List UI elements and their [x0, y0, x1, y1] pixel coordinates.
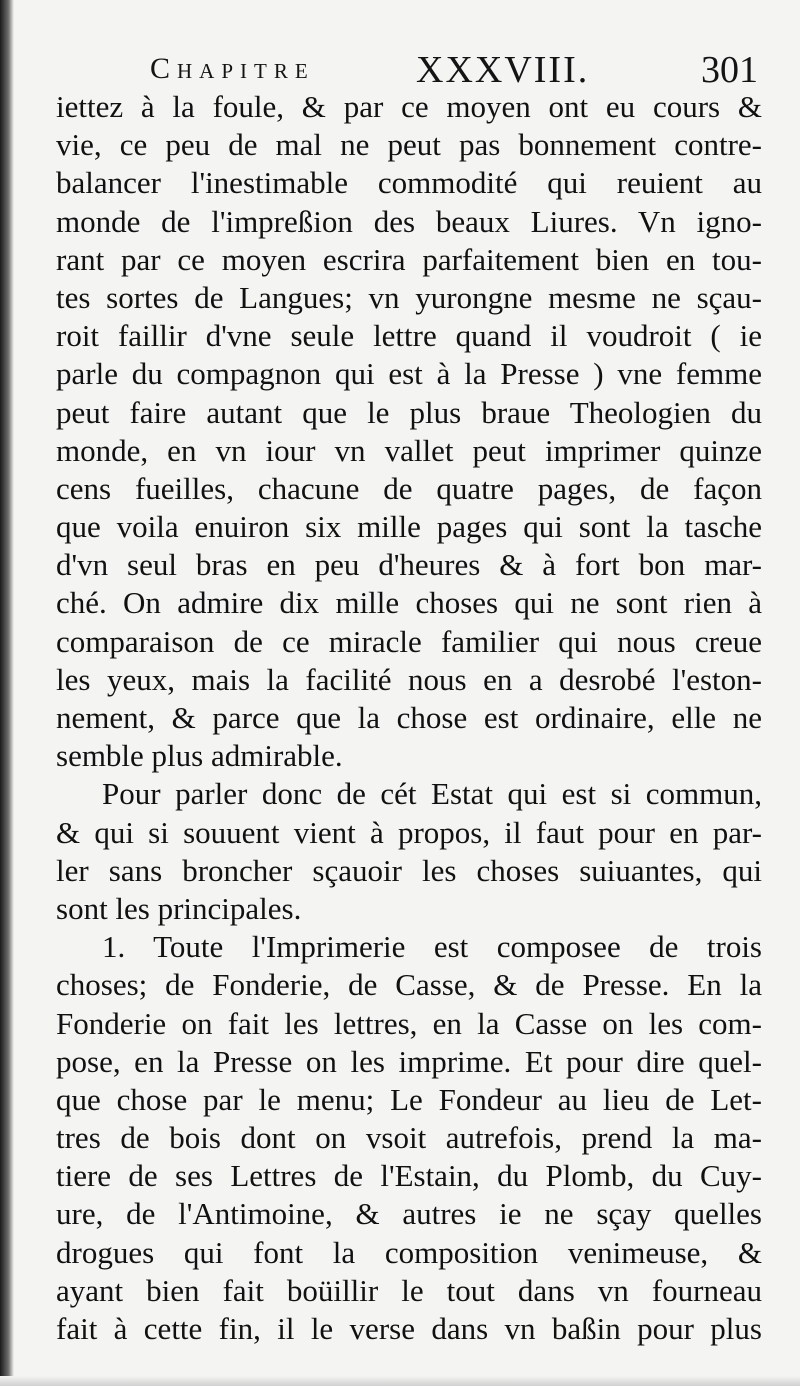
text-line: ayant bien fait boüillir le tout dans vn fourneau [56, 1272, 762, 1308]
text-line: tes sortes de Langues; vn yurongne mesme ne sçau- [56, 279, 762, 315]
paragraph-start-line: Pour parler donc de cét Estat qui est si commun, [102, 776, 762, 812]
text-line: les yeux, mais la facilité nous en a desrobé l'eston- [56, 661, 762, 697]
text-line: ché. On admire dix mille choses qui ne sont rien à [56, 585, 762, 621]
text-line: tres de bois dont on vsoit autrefois, prend la ma- [56, 1120, 762, 1156]
text-line: rant par ce moyen escrira parfaitement bien en tou- [56, 241, 762, 277]
paragraph-start-line: 1. Toute l'Imprimerie est composee de trois [102, 929, 762, 965]
text-line: tiere de ses Lettres de l'Estain, du Plomb, du Cuy- [56, 1158, 762, 1194]
text-line: que chose par le menu; Le Fondeur au lieu de Let- [56, 1081, 762, 1117]
page-bottom-edge [0, 1376, 800, 1386]
text-line: iettez à la foule, & par ce moyen ont eu cours & [56, 89, 762, 124]
text-line: roit faillir d'vne seule lettre quand il voudroit ( ie [56, 318, 762, 354]
text-line: ure, de l'Antimoine, & autres ie ne sçay quelles [56, 1196, 762, 1232]
text-line: & qui si souuent vient à propos, il faut pour en par- [56, 814, 762, 850]
text-line: monde de l'impreßion des beaux Liures. Vn igno- [56, 203, 762, 239]
page-edge-shadow [0, 0, 14, 1386]
text-line: que voila enuiron six mille pages qui sont la tasche [56, 509, 762, 545]
chapter-number: XXXVIII. [416, 49, 590, 91]
text-line: peut faire autant que le plus braue Theologien du [56, 394, 762, 430]
text-line: cens fueilles, chacune de quatre pages, de façon [56, 470, 762, 506]
text-line: choses; de Fonderie, de Casse, & de Presse. En la [56, 967, 762, 1003]
text-line: ler sans broncher sçauoir les choses suiuantes, qui [56, 852, 762, 888]
paragraph-end-line: semble plus admirable. [56, 738, 343, 774]
text-line: fait à cette fin, il le verse dans vn baßin pour plus [56, 1311, 762, 1346]
body-text [56, 88, 762, 1348]
text-line: pose, en la Presse on les imprime. Et pour dire quel- [56, 1043, 762, 1079]
text-line: balancer l'inestimable commodité qui reuient au [56, 165, 762, 201]
text-line: drogues qui font la composition venimeuse, & [56, 1234, 762, 1270]
text-line: comparaison de ce miracle familier qui nous creue [56, 623, 762, 659]
text-line: Fonderie on fait les lettres, en la Casse on les com- [56, 1005, 762, 1041]
text-line: d'vn seul bras en peu d'heures & à fort bon mar- [56, 547, 762, 583]
text-line: nement, & parce que la chose est ordinaire, elle ne [56, 700, 762, 735]
text-line: vie, ce peu de mal ne peut pas bonnement contre- [56, 127, 762, 163]
page-number: 301 [701, 49, 758, 91]
paragraph-end-line: sont les principales. [56, 890, 302, 926]
text-line: parle du compagnon qui est à la Presse ) vne femme [56, 356, 762, 392]
running-header [150, 48, 770, 92]
text-line: monde, en vn iour vn vallet peut imprimer quinze [56, 432, 762, 468]
chapter-word: Chapitre [150, 52, 315, 85]
